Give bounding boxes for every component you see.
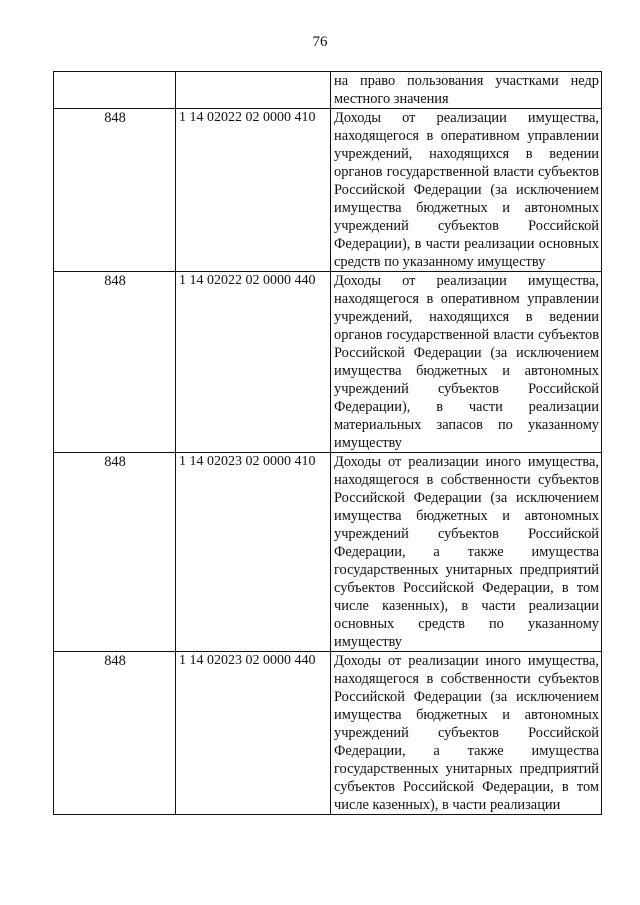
- kbk-code-cell: 1 14 02023 02 0000 410: [176, 453, 331, 652]
- admin-code-cell: 848: [54, 272, 176, 453]
- table-row: [54, 453, 602, 652]
- admin-code-cell: 848: [54, 109, 176, 272]
- kbk-code-cell: 1 14 02022 02 0000 410: [176, 109, 331, 272]
- kbk-code-cell: 1 14 02023 02 0000 440: [176, 652, 331, 815]
- admin-code-cell: 848: [54, 652, 176, 815]
- table-row: [54, 272, 602, 453]
- income-name-cell: Доходы от реализации иного имущества, находящегося в собственности субъектов Российской Федерации (за исключением имущества бюджетных и автономных учреждений субъектов Российской Федерации, а также имущества государственных унитарных предприятий субъектов Российской Федерации, в том числе казенных), в части реализации основных средств по указанному имуществу: [331, 453, 602, 652]
- kbk-code-cell: 1 14 02022 02 0000 440: [176, 272, 331, 453]
- income-name-cell: Доходы от реализации иного имущества, находящегося в собственности субъектов Российской Федерации (за исключением имущества бюджетных и автономных учреждений субъектов Российской Федерации, а также имущества государственных унитарных предприятий субъектов Российской Федерации, в том числе казенных), в части реализации: [331, 652, 602, 815]
- table-row: [54, 109, 602, 272]
- page-number: 76: [312, 34, 328, 50]
- income-name-cell: Доходы от реализации имущества, находящегося в оперативном управлении учреждений, находящихся в ведении органов государственной власти субъектов Российской Федерации (за исключением имущества бюджетных и автономных учреждений субъектов Российской Федерации), в части реализации основных средств по указанному имуществу: [331, 109, 602, 272]
- admin-code-cell: 848: [54, 453, 176, 652]
- kbk-code-cell: [176, 72, 331, 109]
- table-row: [54, 652, 602, 815]
- budget-codes-table: [53, 71, 602, 815]
- table-row: [54, 72, 602, 109]
- income-name-cell: Доходы от реализации имущества, находящегося в оперативном управлении учреждений, находящихся в ведении органов государственной власти субъектов Российской Федерации (за исключением имущества бюджетных и автономных учреждений субъектов Российской Федерации), в части реализации материальных запасов по указанному имуществу: [331, 272, 602, 453]
- admin-code-cell: [54, 72, 176, 109]
- income-name-cell: на право пользования участками недр местного значения: [331, 72, 602, 109]
